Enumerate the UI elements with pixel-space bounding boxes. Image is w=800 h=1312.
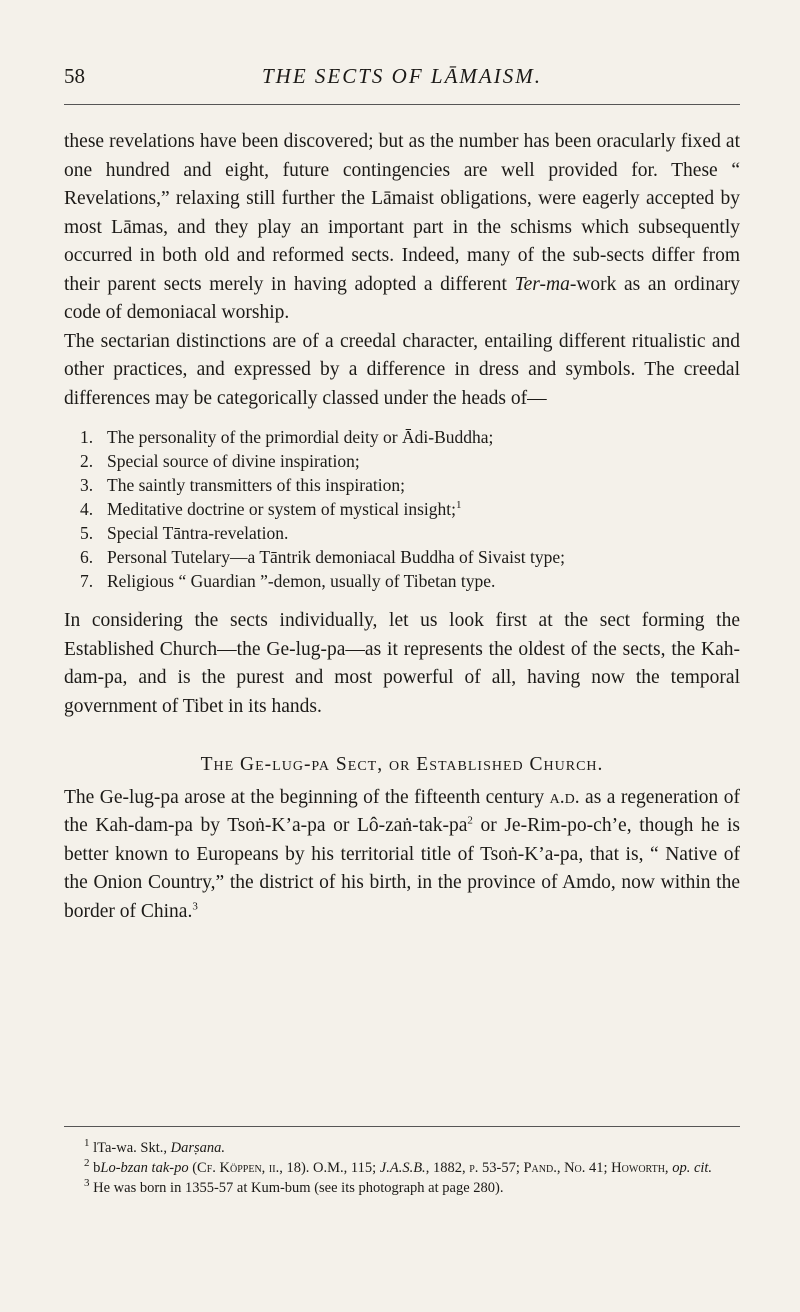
list-item: 7. Religious “ Guardian ”-demon, usually of Tibetan type. bbox=[80, 571, 496, 591]
paragraph-2: The sectarian distinctions are of a creedal character, entailing different ritualistic and other practices, and expressed by a difference in dress and symbols. The creedal differences may be categorically classed under the heads of— bbox=[64, 330, 740, 409]
list-item: 1. The personality of the primordial deity or Ādi-Buddha; bbox=[80, 427, 494, 447]
footnote-ref-3: 3 bbox=[192, 900, 198, 912]
list-item: 4. Meditative doctrine or system of mystical insight;$^1$ bbox=[80, 499, 462, 519]
page-header bbox=[64, 64, 740, 98]
list-item: 3. The saintly transmitters of this inspiration; bbox=[80, 475, 405, 495]
page-number: 58 bbox=[64, 64, 85, 88]
footnote-ref-1: 1 bbox=[455, 499, 462, 512]
list-item: 5. Special Tāntra-revelation. bbox=[80, 523, 289, 543]
body-text bbox=[64, 128, 740, 926]
footnote-1: $^1$ lTa-wa. Skt., Darṣana. bbox=[84, 1137, 226, 1156]
header-rule bbox=[64, 104, 740, 105]
footnote-ref-2: 2 bbox=[467, 814, 473, 827]
footnote-rule bbox=[64, 1126, 740, 1127]
list-item: 2. Special source of divine inspiration; bbox=[80, 451, 360, 471]
footnote-2: $^2$ bLo-bzan tak-po (Cf. Köppen, ii., 18). O.M., 115; J.A.S.B., 1882, p. 53-57; Pand., No. 41; Howorth, op. cit. bbox=[84, 1157, 713, 1176]
list-item: 6. Personal Tutelary—a Tāntrik demoniacal Buddha of Sivaist type; bbox=[80, 547, 566, 567]
paragraph-3: In considering the sects individually, let us look first at the sect forming the Established Church—the Ge-lug-pa—as it represents the oldest of the sects, the Kah-dam-pa, and is the purest and most powerful of all, having now the temporal government of Tibet in its hands. bbox=[64, 610, 740, 717]
paragraph-4: The Ge-lug-pa arose at the beginning of the fifteenth century a.d. as a regeneration of the Kah-dam-pa by Tsoṅ-K’a-pa or $Lô-zaṅ-tak-pa^2$ or Je-Rim-po-ch’e, though he is better known to Europeans by his territorial title of Tsoṅ-K’a-pa, that is, “ Native of the Onion Country,” the district of his birth, in the province of Amdo, now within the border of China.$^3$ bbox=[64, 786, 741, 922]
running-title: THE SECTS OF LĀMAISM. bbox=[262, 64, 542, 88]
section-heading: The Ge-lug-pa Sect, or Established Church. bbox=[200, 754, 604, 775]
paragraph-1: these revelations have been discovered; but as the number has been oracularly fixed at one hundred and eight, future contingencies are well provided for. These “ Revelations,” relaxing still further the Lāmaist obligations, were eagerly accepted by most Lāmas, and they play an important part in the schisms which subsequently occurred in both old and reformed sects. Indeed, many of the sub-sects differ from their parent sects merely in having adopted a different Ter-ma-work as an ordinary code of demoniacal worship. bbox=[64, 131, 741, 323]
footnote-3: $^3$ He was born in 1355-57 at Kum-bum (see its photograph at page 280). bbox=[84, 1177, 504, 1196]
creedal-heads-list bbox=[64, 425, 740, 593]
footnotes bbox=[64, 1138, 740, 1198]
